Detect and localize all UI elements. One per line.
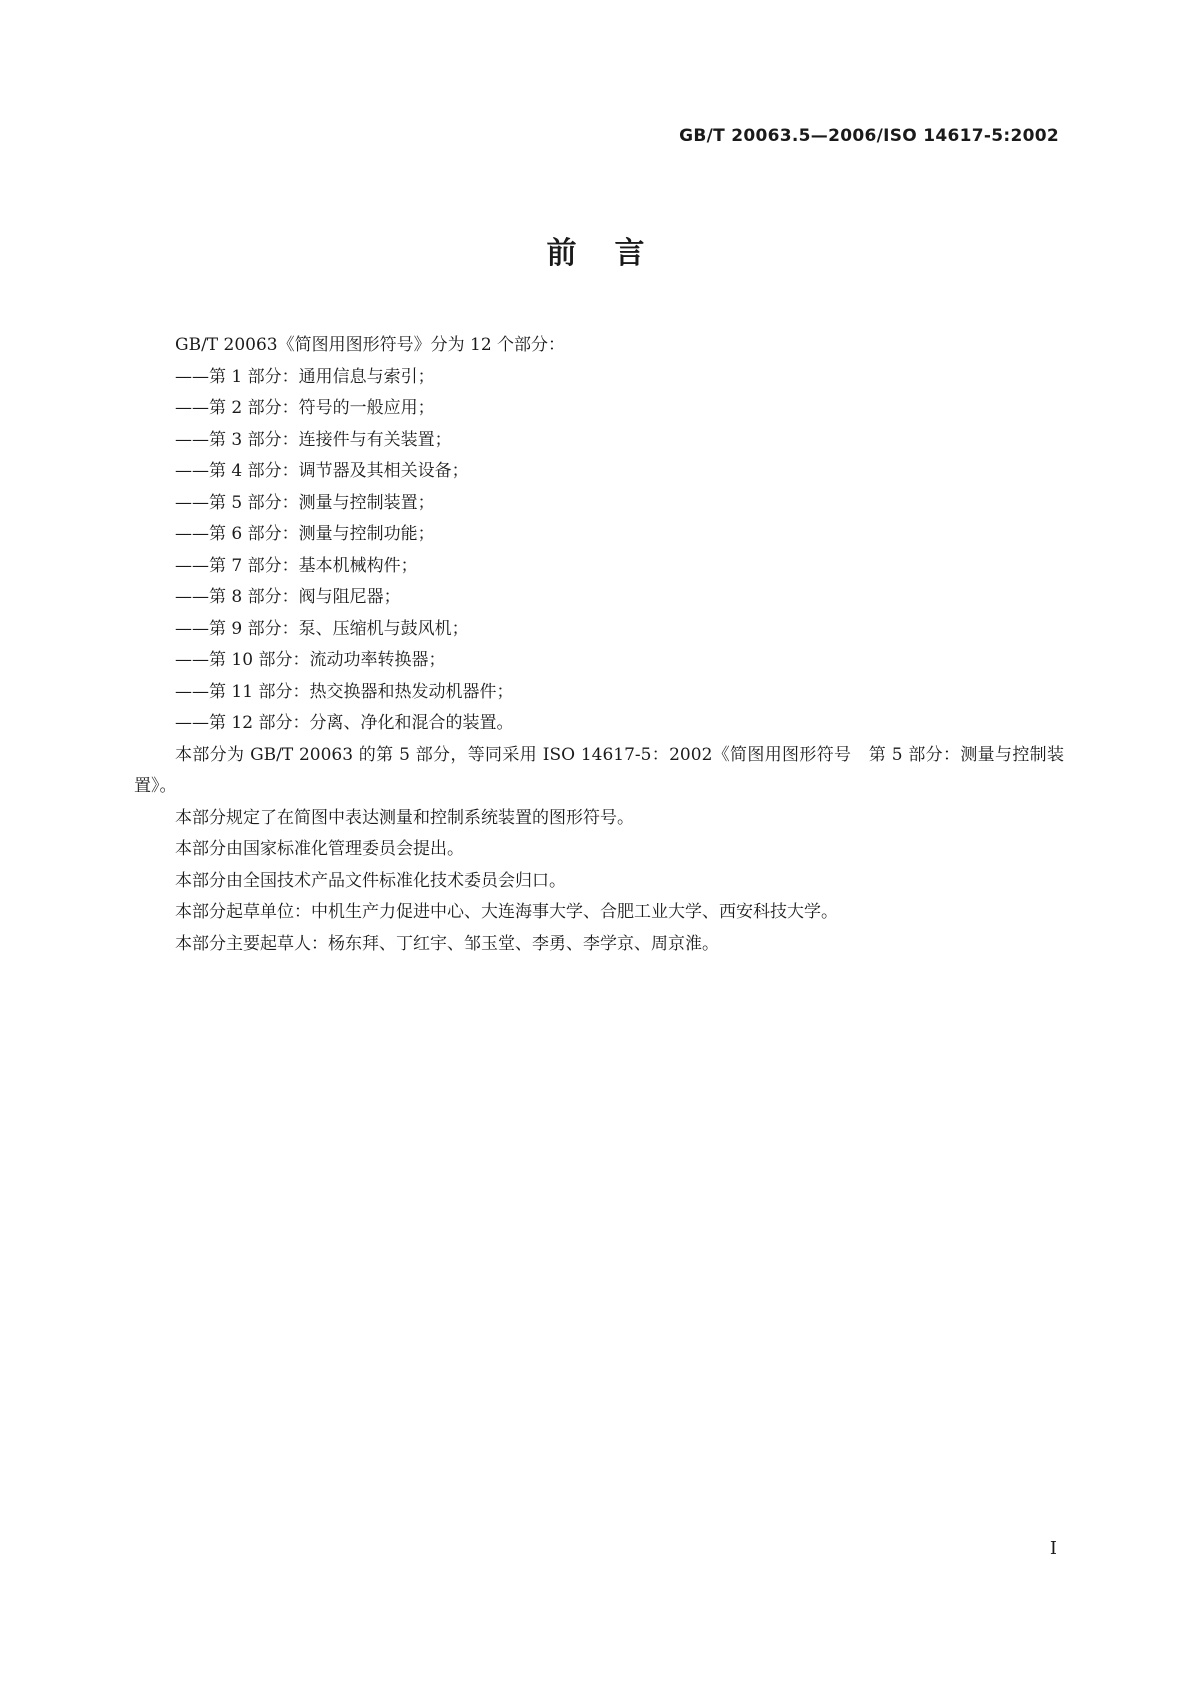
list-item: ——第 11 部分：热交换器和热发动机器件；	[175, 681, 514, 702]
list-item: ——第 8 部分：阀与阻尼器；	[175, 587, 401, 607]
foreword-body	[134, 330, 1064, 960]
paragraph-proposer: 本部分由国家标准化管理委员会提出。	[175, 839, 464, 859]
standard-number-header: GB/T 20063.5—2006/ISO 14617-5:2002	[679, 126, 1059, 146]
list-item: ——第 1 部分：通用信息与索引；	[175, 366, 435, 387]
paragraph-scope: 本部分规定了在简图中表达测量和控制系统装置的图形符号。	[175, 807, 634, 828]
page-number: I	[1049, 1538, 1057, 1559]
list-item: ——第 3 部分：连接件与有关装置；	[175, 429, 452, 450]
list-item: ——第 9 部分：泵、压缩机与鼓风机；	[175, 618, 469, 639]
list-item: ——第 6 部分：测量与控制功能；	[175, 524, 435, 544]
list-item: ——第 10 部分：流动功率转换器；	[175, 650, 446, 670]
paragraph-adoption: 本部分为 GB/T 20063 的第 5 部分，等同采用 ISO 14617-5：2002《简图用图形符号 第 5 部分：测量与控制装置》。	[134, 744, 1064, 796]
paragraph-drafting-units: 本部分起草单位：中机生产力促进中心、大连海事大学、合肥工业大学、西安科技大学。	[175, 902, 838, 922]
paragraph-administrator: 本部分由全国技术产品文件标准化技术委员会归口。	[175, 870, 566, 891]
list-item: ——第 7 部分：基本机械构件；	[175, 555, 418, 576]
list-item: ——第 2 部分：符号的一般应用；	[175, 398, 435, 418]
list-item: ——第 12 部分：分离、净化和混合的装置。	[175, 713, 514, 733]
list-item: ——第 5 部分：测量与控制装置；	[175, 492, 435, 513]
parts-list	[134, 362, 1064, 740]
paragraph-drafters: 本部分主要起草人：杨东拜、丁红宇、邹玉堂、李勇、李学京、周京淮。	[175, 933, 719, 954]
page-title: 前言	[546, 236, 683, 271]
list-item: ——第 4 部分：调节器及其相关设备；	[175, 461, 469, 481]
intro-paragraph: GB/T 20063《简图用图形符号》分为 12 个部分：	[175, 335, 566, 355]
